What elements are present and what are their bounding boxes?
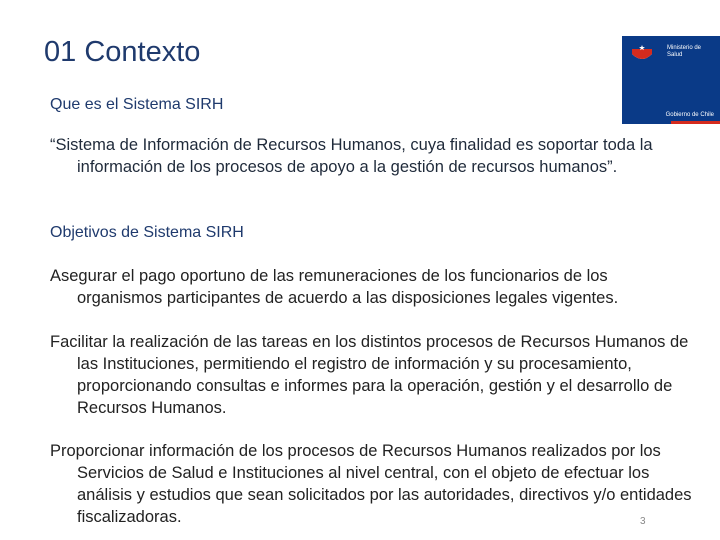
- objective-item: Facilitar la realización de las tareas en los distintos procesos de Recursos Humanos de las Instituciones, permitiendo el registro de información y su procesamiento, proporcionando consultas e informes para la operación, gestión y el desarrollo de Recursos Humanos.: [50, 333, 689, 417]
- logo-ministry-line2: Salud: [667, 52, 683, 58]
- section-heading-what-is: Que es el Sistema SIRH: [50, 96, 224, 113]
- coat-of-arms-icon: [628, 40, 656, 64]
- sirh-definition: “Sistema de Información de Recursos Humanos, cuya finalidad es soportar toda la información de los procesos de apoyo a la gestión de recursos humanos”.: [50, 136, 653, 176]
- logo-flag-bar: [622, 121, 720, 124]
- slide-title: 01 Contexto: [44, 36, 201, 68]
- logo-government-text: Gobierno de Chile: [665, 112, 714, 118]
- ministry-logo: [622, 36, 720, 124]
- objective-item: Proporcionar información de los procesos de Recursos Humanos realizados por los Servicios de Salud e Instituciones al nivel central, con el objeto de efectuar los análisis y estudios que sean solicitados por las autoridades, directivos y/o entidades fiscalizadoras.: [50, 442, 692, 526]
- logo-ministry-text: [667, 45, 701, 59]
- logo-ministry-line1: Ministerio de: [667, 45, 702, 51]
- logo-emblem: [622, 36, 662, 66]
- objective-item: Asegurar el pago oportuno de las remuneraciones de los funcionarios de los organismos participantes de acuerdo a las disposiciones legales vigentes.: [50, 267, 619, 307]
- page-number: 3: [640, 516, 646, 527]
- section-heading-objectives: Objetivos de Sistema SIRH: [50, 224, 244, 241]
